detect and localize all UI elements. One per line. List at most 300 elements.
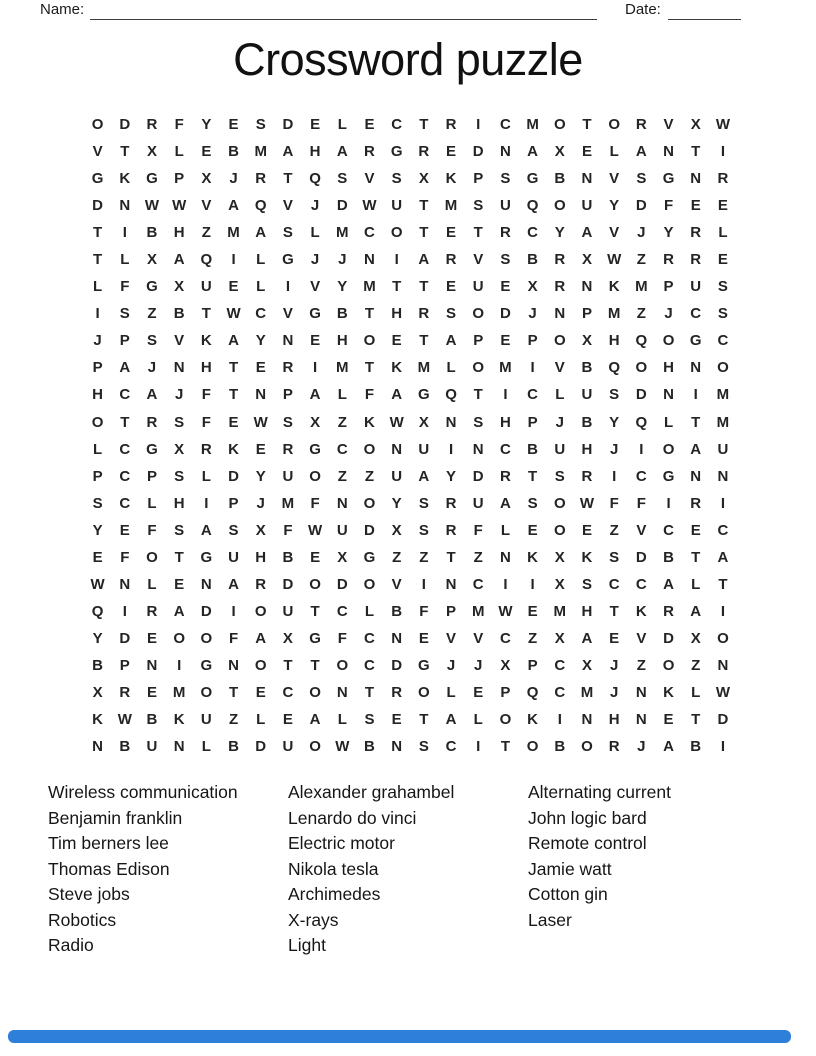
grid-cell: E	[228, 413, 239, 431]
grid-cell: B	[228, 738, 239, 756]
grid-cell: A	[445, 711, 457, 729]
grid-cell: W	[308, 521, 323, 539]
grid-cell: M	[635, 278, 648, 296]
grid-cell: N	[200, 575, 212, 593]
grid-cell: C	[119, 467, 131, 485]
grid-cell: P	[473, 332, 484, 350]
grid-cell: Y	[663, 224, 674, 242]
grid-cell: X	[418, 413, 429, 431]
grid-cell: T	[392, 278, 402, 296]
grid-cell: L	[609, 143, 619, 161]
grid-cell: O	[662, 656, 675, 674]
grid-cell: H	[608, 332, 620, 350]
grid-cell: T	[419, 224, 429, 242]
grid-cell: N	[336, 684, 348, 701]
grid-cell: K	[228, 440, 239, 458]
grid-cell: A	[336, 143, 348, 161]
grid-cell: A	[418, 251, 430, 269]
footer-bar	[8, 1030, 791, 1043]
grid-cell: B	[146, 711, 158, 729]
grid-cell: W	[389, 413, 404, 431]
grid-cell: C	[364, 629, 375, 647]
grid-cell: T	[691, 711, 701, 729]
grid-cell: L	[310, 224, 320, 242]
grid-cell: D	[92, 197, 104, 215]
grid-cell: Z	[636, 305, 646, 323]
grid-cell: R	[418, 305, 430, 323]
word-item: Tim berners lee	[48, 833, 169, 853]
grid-cell: O	[309, 575, 321, 593]
grid-cell: C	[608, 575, 620, 593]
grid-cell: D	[255, 738, 267, 756]
grid-cell: P	[663, 278, 674, 296]
grid-cell: A	[418, 467, 430, 485]
grid-cell: O	[336, 656, 349, 674]
grid-cell: F	[337, 629, 347, 647]
grid-cell: M	[227, 224, 240, 242]
grid-cell: O	[499, 711, 512, 729]
grid-cell: R	[445, 521, 457, 539]
grid-cell: Q	[608, 359, 620, 377]
grid-cell: K	[527, 548, 539, 566]
grid-cell: M	[553, 602, 567, 620]
grid-cell: G	[662, 170, 675, 188]
grid-cell: X	[337, 548, 348, 566]
grid-cell: X	[255, 521, 266, 539]
grid-cell: Q	[200, 251, 213, 269]
grid-cell: A	[146, 386, 158, 404]
word-column	[528, 780, 671, 933]
grid-cell: D	[119, 629, 131, 647]
grid-cell: E	[282, 711, 293, 729]
grid-cell: D	[391, 656, 403, 674]
grid-cell: N	[690, 170, 702, 188]
grid-cell: N	[554, 305, 566, 323]
grid-cell: L	[93, 440, 103, 458]
grid-cell: W	[335, 738, 350, 756]
grid-cell: I	[612, 467, 617, 485]
grid-cell: N	[173, 359, 185, 377]
grid-cell: W	[144, 197, 160, 215]
name-underline	[90, 0, 597, 20]
grid-cell: T	[718, 575, 728, 593]
grid-cell: U	[282, 467, 294, 485]
grid-cell: V	[609, 224, 620, 242]
grid-cell: J	[528, 305, 537, 323]
grid-cell: O	[173, 629, 185, 647]
grid-cell: N	[336, 494, 348, 512]
grid-cell: I	[639, 440, 644, 458]
grid-cell: Z	[473, 548, 483, 566]
grid-cell: A	[228, 575, 239, 593]
grid-cell: F	[663, 197, 674, 215]
grid-cell: M	[254, 143, 267, 161]
grid-cell: U	[690, 278, 702, 296]
grid-cell: K	[663, 684, 674, 701]
grid-cell: V	[310, 278, 321, 296]
grid-cell: N	[445, 413, 457, 431]
grid-cell: X	[554, 548, 565, 566]
grid-cell: R	[364, 143, 375, 161]
grid-cell: V	[609, 170, 620, 188]
grid-cell: R	[663, 602, 674, 620]
grid-cell: U	[200, 711, 212, 729]
grid-cell: C	[499, 440, 511, 458]
grid-cell: N	[690, 467, 702, 485]
grid-cell: Z	[636, 656, 646, 674]
grid-cell: X	[500, 656, 511, 674]
grid-cell: E	[391, 711, 402, 729]
grid-cell: V	[282, 305, 293, 323]
grid-cell: V	[174, 332, 185, 350]
grid-cell: F	[228, 629, 239, 647]
grid-cell: T	[310, 656, 320, 674]
grid-cell: J	[474, 656, 483, 674]
grid-cell: J	[637, 224, 646, 242]
grid-cell: Z	[147, 305, 157, 323]
grid-cell: N	[146, 656, 158, 674]
grid-cell: A	[309, 386, 321, 404]
grid-cell: W	[498, 602, 513, 620]
grid-cell: B	[336, 305, 348, 323]
grid-cell: H	[200, 359, 212, 377]
grid-cell: O	[390, 224, 403, 242]
grid-cell: X	[554, 629, 565, 647]
grid-cell: D	[635, 386, 647, 404]
grid-cell: T	[310, 602, 320, 620]
letter-grid	[84, 111, 737, 760]
grid-cell: E	[500, 278, 511, 296]
grid-cell: Q	[91, 602, 104, 620]
grid-cell: I	[720, 494, 725, 512]
grid-cell: O	[472, 359, 485, 377]
word-item: Thomas Edison	[48, 858, 170, 879]
date-underline	[668, 0, 741, 20]
word-item: Alexander grahambel	[288, 782, 455, 802]
grid-cell: A	[581, 629, 593, 647]
grid-cell: E	[663, 711, 674, 729]
grid-cell: O	[717, 359, 729, 377]
grid-cell: S	[255, 116, 266, 134]
grid-cell: G	[309, 305, 321, 323]
grid-cell: F	[120, 278, 130, 296]
header-row	[0, 0, 816, 24]
grid-cell: L	[500, 521, 510, 539]
grid-cell: R	[635, 116, 647, 134]
grid-cell: E	[228, 116, 239, 134]
grid-cell: T	[283, 656, 293, 674]
grid-cell: T	[419, 332, 429, 350]
grid-cell: T	[473, 386, 483, 404]
grid-cell: N	[228, 656, 239, 674]
grid-cell: N	[391, 738, 403, 756]
grid-cell: K	[608, 278, 620, 296]
grid-cell: Z	[337, 467, 347, 485]
grid-cell: A	[255, 629, 267, 647]
grid-cell: S	[500, 170, 511, 188]
grid-cell: G	[200, 548, 213, 566]
grid-cell: V	[636, 521, 647, 539]
grid-cell: D	[336, 197, 348, 215]
grid-cell: N	[499, 143, 511, 161]
grid-cell: R	[581, 467, 593, 485]
grid-cell: Q	[635, 332, 648, 350]
grid-cell: M	[716, 386, 730, 404]
grid-cell: B	[554, 738, 566, 756]
grid-cell: Y	[92, 629, 103, 647]
grid-cell: C	[119, 494, 131, 512]
word-item: Laser	[528, 909, 572, 930]
word-item: Alternating current	[528, 782, 671, 802]
grid-cell: A	[228, 197, 239, 215]
grid-cell: I	[313, 359, 318, 377]
grid-cell: L	[337, 711, 347, 729]
grid-cell: L	[174, 143, 184, 161]
grid-cell: M	[716, 413, 730, 431]
grid-cell: I	[476, 116, 481, 134]
grid-cell: H	[581, 440, 593, 458]
grid-cell: B	[282, 548, 294, 566]
grid-cell: V	[473, 251, 484, 269]
grid-cell: V	[446, 629, 457, 647]
grid-cell: J	[609, 440, 619, 458]
grid-cell: O	[200, 684, 213, 701]
grid-cell: S	[717, 278, 728, 296]
grid-cell: P	[473, 170, 484, 188]
grid-cell: P	[92, 359, 103, 377]
grid-cell: M	[281, 494, 295, 512]
word-item: Benjamin franklin	[48, 807, 183, 828]
grid-cell: I	[693, 386, 698, 404]
grid-cell: C	[635, 575, 647, 593]
grid-cell: M	[336, 359, 349, 377]
grid-cell: C	[364, 224, 375, 242]
grid-cell: S	[92, 494, 103, 512]
grid-cell: I	[122, 224, 127, 242]
grid-cell: Q	[526, 197, 539, 215]
grid-cell: O	[553, 521, 566, 539]
grid-cell: H	[581, 602, 593, 620]
grid-cell: Z	[201, 224, 211, 242]
grid-cell: S	[146, 332, 157, 350]
grid-cell: X	[282, 629, 293, 647]
grid-cell: I	[503, 386, 508, 404]
grid-cell: U	[472, 278, 484, 296]
grid-cell: O	[91, 413, 104, 431]
grid-cell: I	[476, 738, 481, 756]
grid-cell: H	[309, 143, 321, 161]
word-item: Radio	[48, 935, 94, 955]
grid-cell: X	[146, 143, 157, 161]
grid-cell: F	[120, 548, 130, 566]
grid-cell: R	[255, 575, 267, 593]
grid-cell: N	[717, 656, 729, 674]
grid-cell: M	[417, 359, 431, 377]
grid-cell: O	[717, 629, 729, 647]
grid-cell: Q	[309, 170, 321, 188]
grid-cell: Q	[445, 386, 457, 404]
grid-cell: C	[472, 575, 484, 593]
grid-cell: U	[717, 440, 729, 458]
grid-cell: G	[689, 332, 702, 350]
grid-cell: J	[609, 656, 619, 674]
grid-cell: U	[391, 467, 403, 485]
grid-cell: E	[92, 548, 103, 566]
grid-cell: E	[717, 197, 728, 215]
grid-cell: X	[174, 278, 185, 296]
grid-cell: L	[718, 224, 728, 242]
grid-cell: Y	[446, 467, 457, 485]
grid-cell: O	[418, 684, 430, 701]
grid-cell: H	[336, 332, 348, 350]
grid-cell: S	[418, 521, 429, 539]
grid-cell: L	[256, 251, 266, 269]
grid-cell: G	[309, 629, 321, 647]
grid-cell: N	[92, 738, 104, 756]
grid-cell: T	[419, 711, 429, 729]
grid-cell: F	[636, 494, 646, 512]
grid-cell: Z	[337, 413, 347, 431]
grid-cell: C	[336, 602, 348, 620]
grid-cell: L	[337, 116, 347, 134]
grid-cell: L	[93, 278, 103, 296]
grid-cell: D	[635, 548, 647, 566]
grid-cell: G	[309, 440, 321, 458]
grid-cell: A	[690, 440, 702, 458]
grid-cell: O	[608, 116, 620, 134]
grid-cell: D	[200, 602, 212, 620]
grid-cell: E	[119, 521, 130, 539]
grid-cell: F	[473, 521, 483, 539]
grid-cell: D	[499, 305, 511, 323]
grid-cell: S	[717, 305, 728, 323]
grid-cell: T	[93, 224, 103, 242]
grid-cell: R	[146, 413, 158, 431]
grid-cell: K	[200, 332, 212, 350]
grid-cell: D	[717, 711, 729, 729]
grid-cell: P	[581, 305, 592, 323]
grid-cell: P	[119, 332, 130, 350]
grid-cell: H	[608, 711, 620, 729]
grid-cell: X	[418, 170, 429, 188]
grid-cell: T	[446, 548, 456, 566]
grid-cell: E	[500, 332, 511, 350]
grid-cell: E	[310, 116, 321, 134]
grid-cell: Z	[228, 711, 239, 729]
grid-cell: P	[527, 413, 538, 431]
grid-cell: N	[663, 143, 674, 161]
grid-cell: R	[119, 684, 131, 701]
grid-cell: W	[362, 197, 377, 215]
word-item: Remote control	[528, 833, 647, 853]
grid-cell: B	[581, 413, 593, 431]
grid-cell: P	[500, 684, 511, 701]
grid-cell: H	[499, 413, 511, 431]
grid-cell: A	[690, 602, 702, 620]
grid-cell: N	[581, 170, 593, 188]
grid-cell: C	[527, 386, 539, 404]
grid-cell: K	[527, 711, 539, 729]
grid-cell: R	[282, 359, 294, 377]
grid-cell: I	[177, 656, 182, 674]
grid-cell: T	[228, 359, 239, 377]
grid-cell: O	[472, 305, 485, 323]
grid-cell: V	[92, 143, 103, 161]
grid-cell: Y	[337, 278, 348, 296]
grid-cell: C	[336, 440, 348, 458]
grid-cell: N	[581, 278, 593, 296]
grid-cell: H	[255, 548, 267, 566]
grid-cell: U	[554, 440, 566, 458]
grid-cell: P	[527, 332, 538, 350]
grid-cell: J	[555, 413, 564, 431]
grid-cell: C	[554, 684, 566, 701]
grid-cell: X	[310, 413, 321, 431]
grid-cell: T	[691, 548, 701, 566]
grid-cell: I	[231, 251, 236, 269]
grid-cell: T	[364, 684, 375, 701]
grid-cell: N	[391, 440, 403, 458]
grid-cell: Z	[528, 629, 538, 647]
grid-cell: G	[363, 548, 376, 566]
grid-cell: B	[554, 170, 566, 188]
grid-cell: A	[119, 359, 131, 377]
grid-cell: T	[609, 602, 619, 620]
grid-cell: Y	[255, 332, 266, 350]
grid-cell: W	[226, 305, 241, 323]
grid-cell: M	[336, 224, 349, 242]
grid-cell: H	[92, 386, 104, 404]
grid-cell: B	[581, 359, 593, 377]
word-item: Robotics	[48, 909, 117, 930]
grid-cell: T	[419, 116, 429, 134]
grid-cell: M	[363, 278, 376, 296]
grid-cell: A	[391, 386, 403, 404]
grid-cell: C	[255, 305, 267, 323]
grid-cell: D	[228, 467, 239, 485]
grid-cell: C	[690, 305, 702, 323]
grid-cell: U	[581, 197, 593, 215]
grid-cell: U	[282, 602, 294, 620]
grid-cell: S	[174, 521, 185, 539]
grid-cell: O	[635, 359, 648, 377]
grid-cell: A	[173, 602, 185, 620]
grid-cell: R	[717, 170, 729, 188]
grid-cell: P	[146, 467, 157, 485]
grid-cell: F	[147, 521, 157, 539]
grid-cell: J	[310, 251, 320, 269]
grid-cell: G	[662, 467, 675, 485]
grid-cell: X	[554, 143, 565, 161]
grid-cell: I	[666, 494, 671, 512]
grid-cell: E	[581, 143, 592, 161]
grid-cell: Y	[554, 224, 565, 242]
grid-cell: R	[445, 116, 457, 134]
grid-cell: I	[720, 738, 725, 756]
grid-cell: E	[174, 575, 185, 593]
grid-cell: E	[364, 116, 375, 134]
grid-cell: J	[93, 332, 102, 350]
grid-cell: A	[309, 711, 321, 729]
grid-cell: Z	[392, 548, 402, 566]
grid-cell: J	[338, 251, 347, 269]
grid-cell: Y	[255, 467, 266, 485]
grid-cell: L	[691, 684, 701, 701]
grid-cell: Z	[609, 521, 619, 539]
grid-cell: M	[499, 359, 512, 377]
grid-cell: C	[717, 332, 729, 350]
grid-cell: A	[581, 224, 593, 242]
